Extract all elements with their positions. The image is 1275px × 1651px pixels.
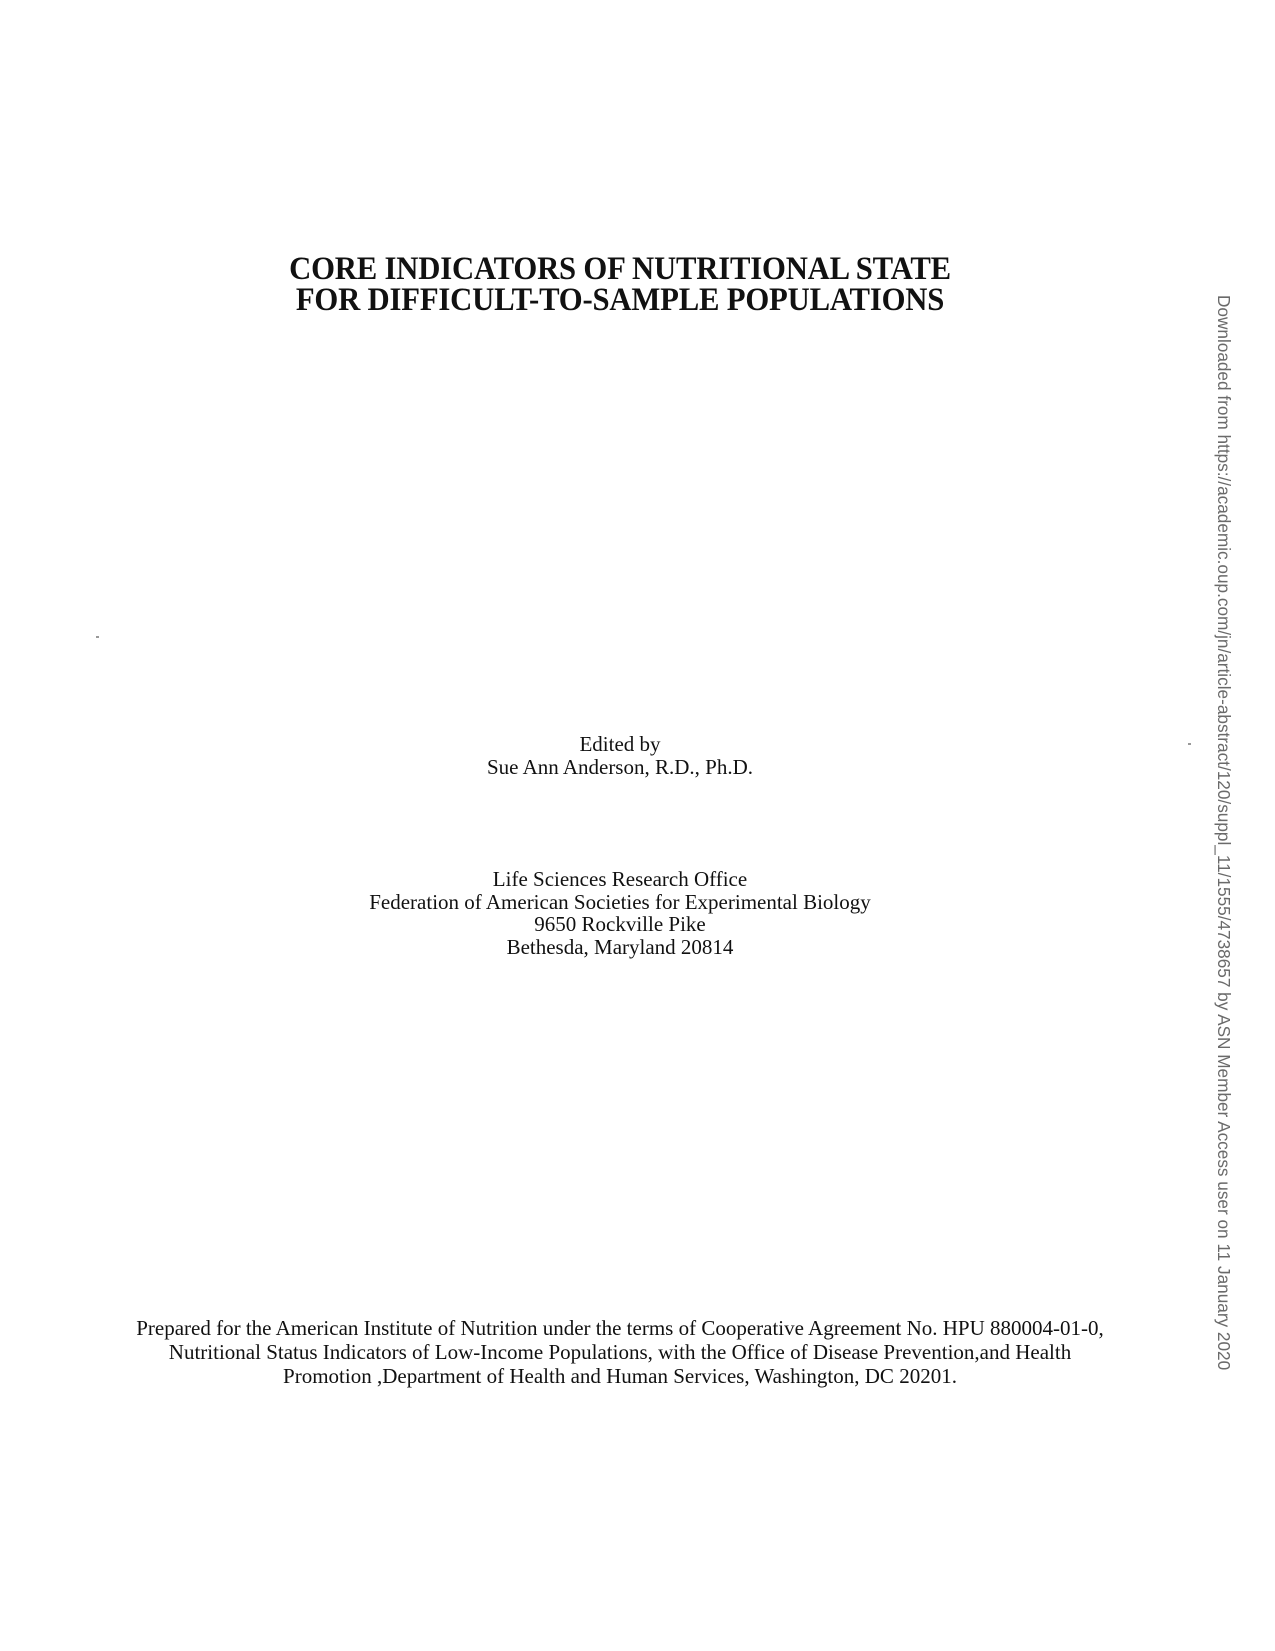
- title-line-2: FOR DIFFICULT-TO-SAMPLE POPULATIONS: [295, 282, 945, 318]
- editor-block: [0, 733, 1240, 779]
- edited-by-label: Edited by: [579, 732, 661, 756]
- prepared-line-3: Promotion ,Department of Health and Human Services, Washington, DC 20201.: [283, 1364, 957, 1388]
- download-note-text: Downloaded from https://academic.oup.com/jn/article-abstract/120/suppl_11/1555/4738657 by ASN Member Access user on 11 January 2020: [1214, 295, 1234, 1371]
- title-line-1: CORE INDICATORS OF NUTRITIONAL STATE: [289, 251, 951, 287]
- address-line-organization: Life Sciences Research Office: [492, 867, 748, 891]
- document-title: [43, 251, 1196, 318]
- address-line-street: 9650 Rockville Pike: [534, 912, 706, 936]
- editor-name: Sue Ann Anderson, R.D., Ph.D.: [486, 755, 754, 779]
- prepared-for-statement: [0, 1316, 1240, 1388]
- scan-speck: [1188, 743, 1191, 745]
- download-watermark: [1212, 295, 1234, 1371]
- scan-speck: [96, 636, 99, 638]
- prepared-line-1: Prepared for the American Institute of Nutrition under the terms of Cooperative Agreement No. HPU 880004-01-0,: [136, 1316, 1104, 1340]
- publisher-address: [0, 868, 1240, 958]
- address-line-city: Bethesda, Maryland 20814: [506, 934, 734, 959]
- prepared-line-2: Nutritional Status Indicators of Low-Income Populations, with the Office of Disease Prevention,and Health: [168, 1340, 1072, 1364]
- address-line-federation: Federation of American Societies for Experimental Biology: [369, 889, 871, 914]
